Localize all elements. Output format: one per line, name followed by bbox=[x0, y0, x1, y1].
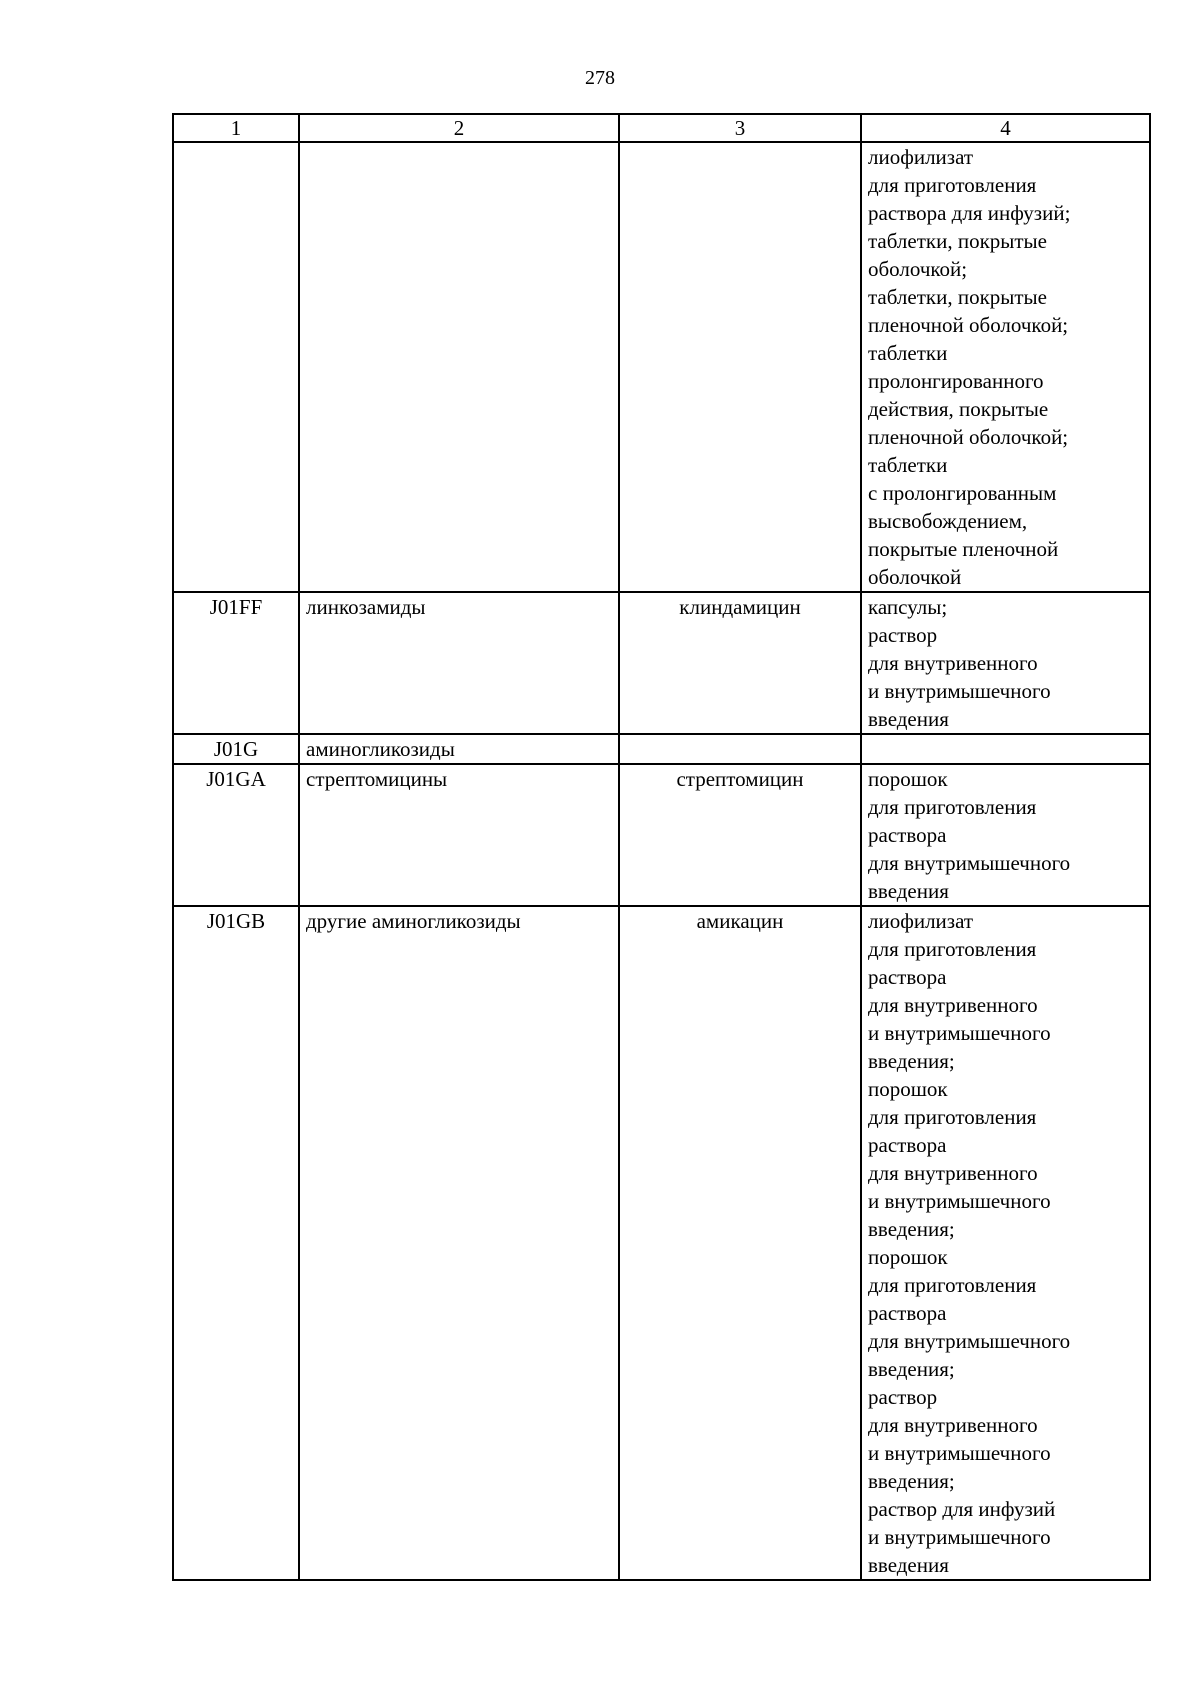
dosage-form-line: раствора для инфузий; bbox=[868, 201, 1071, 225]
dosage-form-line: введения bbox=[868, 1553, 949, 1577]
dosage-form-line: пленочной оболочкой; bbox=[868, 313, 1069, 337]
dosage-form-cell bbox=[861, 142, 1150, 592]
drug-name-cell bbox=[619, 734, 861, 764]
dosage-form-line: порошок bbox=[868, 767, 948, 791]
dosage-form-line: для приготовления bbox=[868, 173, 1037, 197]
dosage-form-line: лиофилизат bbox=[868, 145, 974, 169]
table-row bbox=[173, 764, 1150, 906]
dosage-form-line: раствора bbox=[868, 1301, 947, 1325]
dosage-form-line: с пролонгированным bbox=[868, 481, 1057, 505]
dosage-form-line: введения; bbox=[868, 1049, 955, 1073]
dosage-form-line: для приготовления bbox=[868, 795, 1037, 819]
dosage-form-line: пролонгированного bbox=[868, 369, 1044, 393]
dosage-form-line: для внутривенного bbox=[868, 651, 1038, 675]
dosage-form-line: капсулы; bbox=[868, 595, 948, 619]
page-number: 278 bbox=[585, 67, 615, 89]
column-number-row bbox=[173, 114, 1150, 142]
medication-table bbox=[172, 113, 1151, 1581]
atc-code-cell: J01GA bbox=[173, 764, 299, 906]
dosage-form-line: для приготовления bbox=[868, 1273, 1037, 1297]
table-row bbox=[173, 906, 1150, 1580]
dosage-form-line: действия, покрытые bbox=[868, 397, 1049, 421]
dosage-form-line: таблетки bbox=[868, 453, 948, 477]
atc-code-cell: J01GB bbox=[173, 906, 299, 1580]
drug-name-cell: стрептомицин bbox=[619, 764, 861, 906]
dosage-form-line: порошок bbox=[868, 1077, 948, 1101]
dosage-form-line: таблетки, покрытые bbox=[868, 285, 1047, 309]
dosage-form-line: и внутримышечного bbox=[868, 1441, 1051, 1465]
dosage-form-line: введения bbox=[868, 707, 949, 731]
pharmacological-group-cell: стрептомицины bbox=[299, 764, 619, 906]
column-number-3: 3 bbox=[619, 114, 861, 142]
dosage-form-line: покрытые пленочной bbox=[868, 537, 1059, 561]
dosage-form-line: для внутривенного bbox=[868, 1161, 1038, 1185]
dosage-form-line: раствора bbox=[868, 1133, 947, 1157]
dosage-form-cell bbox=[861, 906, 1150, 1580]
dosage-form-line: порошок bbox=[868, 1245, 948, 1269]
dosage-form-line: введения; bbox=[868, 1217, 955, 1241]
dosage-form-cell bbox=[861, 592, 1150, 734]
pharmacological-group-cell: линкозамиды bbox=[299, 592, 619, 734]
dosage-form-line: для внутримышечного bbox=[868, 1329, 1071, 1353]
dosage-form-line: раствора bbox=[868, 823, 947, 847]
dosage-form-line: лиофилизат bbox=[868, 909, 974, 933]
dosage-form-line: таблетки bbox=[868, 341, 948, 365]
table-body bbox=[173, 142, 1150, 1580]
dosage-form-line: и внутримышечного bbox=[868, 679, 1051, 703]
dosage-form-line: и внутримышечного bbox=[868, 1189, 1051, 1213]
dosage-form-line: для приготовления bbox=[868, 937, 1037, 961]
pharmacological-group-cell: аминогликозиды bbox=[299, 734, 619, 764]
table-row bbox=[173, 142, 1150, 592]
dosage-form-line: раствор для инфузий bbox=[868, 1497, 1056, 1521]
column-number-1: 1 bbox=[173, 114, 299, 142]
table-row bbox=[173, 734, 1150, 764]
dosage-form-line: для внутривенного bbox=[868, 993, 1038, 1017]
dosage-form-line: высвобождением, bbox=[868, 509, 1028, 533]
dosage-form-line: введения; bbox=[868, 1357, 955, 1381]
dosage-form-line: оболочкой; bbox=[868, 257, 968, 281]
column-number-2: 2 bbox=[299, 114, 619, 142]
drug-name-cell: амикацин bbox=[619, 906, 861, 1580]
table-row bbox=[173, 592, 1150, 734]
dosage-form-cell bbox=[861, 734, 1150, 764]
dosage-form-line: раствор bbox=[868, 1385, 938, 1409]
dosage-form-line: таблетки, покрытые bbox=[868, 229, 1047, 253]
pharmacological-group-cell: другие аминогликозиды bbox=[299, 906, 619, 1580]
dosage-form-line: оболочкой bbox=[868, 565, 962, 589]
atc-code-cell: J01G bbox=[173, 734, 299, 764]
column-number-4: 4 bbox=[861, 114, 1150, 142]
drug-name-cell: клиндамицин bbox=[619, 592, 861, 734]
pharmacological-group-cell bbox=[299, 142, 619, 592]
dosage-form-line: для приготовления bbox=[868, 1105, 1037, 1129]
dosage-form-line: пленочной оболочкой; bbox=[868, 425, 1069, 449]
dosage-form-line: и внутримышечного bbox=[868, 1525, 1051, 1549]
dosage-form-line: раствор bbox=[868, 623, 938, 647]
atc-code-cell: J01FF bbox=[173, 592, 299, 734]
dosage-form-line: для внутримышечного bbox=[868, 851, 1071, 875]
dosage-form-line: введения; bbox=[868, 1469, 955, 1493]
dosage-form-line: для внутривенного bbox=[868, 1413, 1038, 1437]
drug-name-cell bbox=[619, 142, 861, 592]
atc-code-cell bbox=[173, 142, 299, 592]
dosage-form-cell bbox=[861, 764, 1150, 906]
dosage-form-line: раствора bbox=[868, 965, 947, 989]
dosage-form-line: и внутримышечного bbox=[868, 1021, 1051, 1045]
dosage-form-line: введения bbox=[868, 879, 949, 903]
